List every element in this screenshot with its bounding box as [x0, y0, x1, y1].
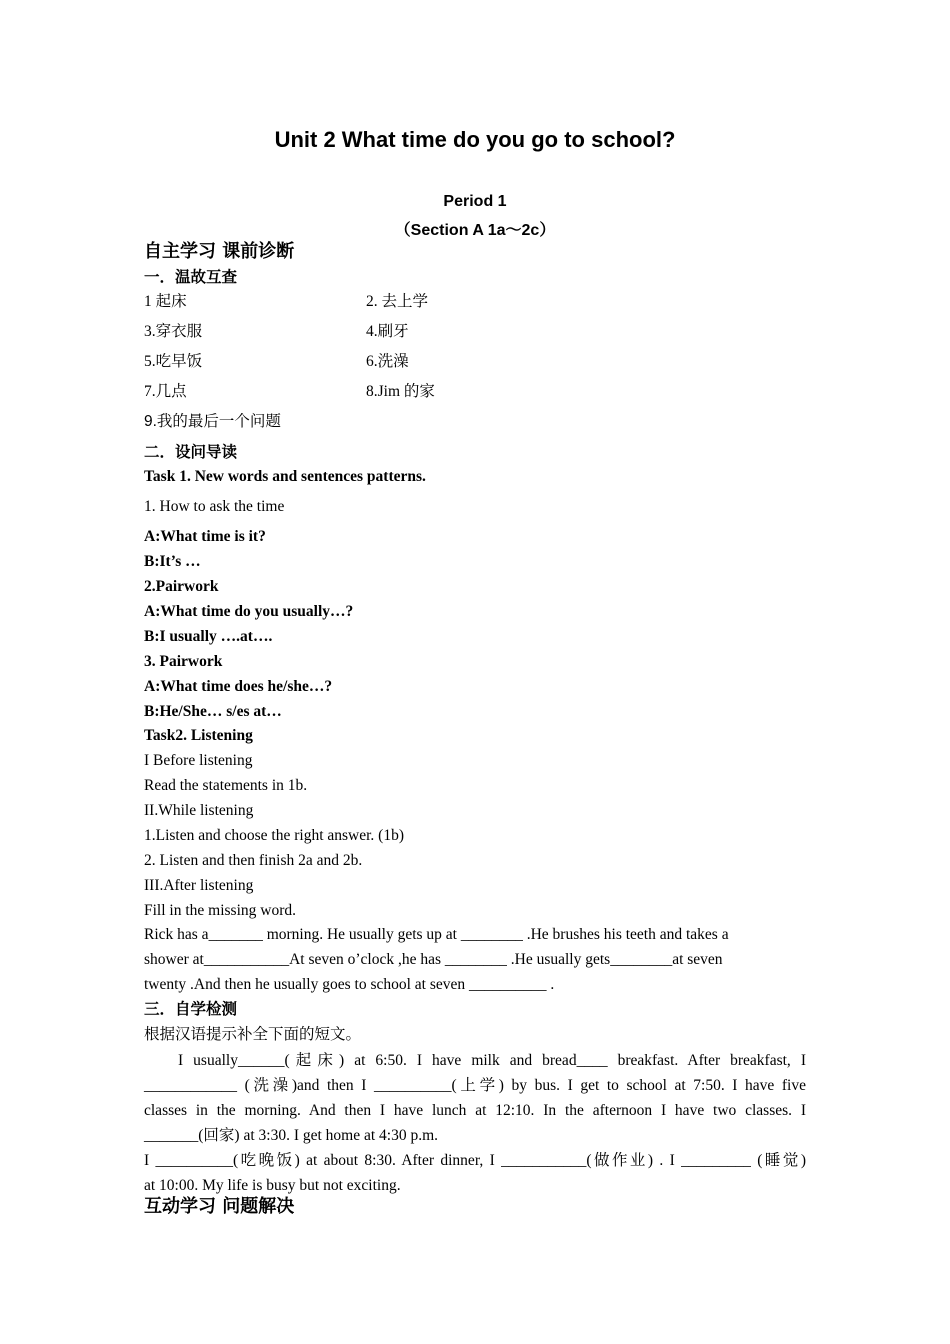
review-item-3: 3.穿衣服 [144, 323, 203, 340]
task1-title [144, 467, 426, 487]
part3-instruction: 根据汉语提示补全下面的短文。 [144, 1026, 362, 1043]
listen-step-1: 1.Listen and choose the right answer. (1b) [144, 827, 404, 844]
self-study-heading: 自主学习 课前诊断 [144, 241, 295, 262]
passage-line-4: _______(回家) at 3:30. I get home at 4:30 p.m. [144, 1127, 439, 1144]
dialogue-b3: B:He/She… s/es at… [144, 703, 282, 720]
review-item-6: 6.洗澡 [366, 353, 409, 370]
dialogue-a2: A:What time do you usually…? [144, 603, 354, 620]
fill-instruction: Fill in the missing word. [144, 902, 296, 919]
review-item-1: 1 起床 [144, 293, 187, 310]
interactive-heading: 互动学习 问题解决 [144, 1196, 295, 1217]
before-listening: I Before listening [144, 752, 253, 769]
passage-line-1: I usually______(起床) at 6:50. I have milk and bread____ breakfast. After breakfast, I [178, 1052, 806, 1069]
while-listening: II.While listening [144, 802, 254, 819]
review-item-5: 5.吃早饭 [144, 353, 203, 370]
pairwork-3: 3. Pairwork [144, 653, 223, 670]
task1-title-text: . New words and sentences patterns. [186, 468, 426, 485]
rick-text-line-3: twenty .And then he usually goes to school at seven __________ . [144, 976, 555, 993]
read-statements: Read the statements in 1b. [144, 777, 308, 794]
rick-text-line-1: Rick has a_______ morning. He usually gets up at ________ .He brushes his teeth and takes a [144, 926, 729, 943]
review-item-4: 4.刷牙 [366, 323, 409, 340]
part1-heading: 一．温故互查 [144, 268, 238, 286]
dialogue-a1: A:What time is it? [144, 528, 266, 545]
passage-line-2: ____________ (洗澡)and then I __________(上学) by bus. I get to school at 7:50. I have five [144, 1077, 806, 1094]
review-item-7: 7.几点 [144, 383, 187, 400]
review-item-2: 2. 去上学 [366, 293, 429, 310]
task2-title: Task2. Listening [144, 727, 253, 744]
review-item-8: 8.Jim 的家 [366, 383, 435, 400]
page-title: Unit 2 What time do you go to school? [274, 127, 676, 152]
dialogue-b2: B:I usually ….at…. [144, 628, 273, 645]
period-label: Period 1 [443, 193, 507, 210]
task1-title-label: Task 1 [144, 468, 187, 485]
section-label: （Section A 1a～2c） [394, 222, 556, 239]
passage-line-3: classes in the morning. And then I have lunch at 12:10. In the afternoon I have two classes. I [144, 1102, 806, 1119]
part2-heading: 二．设问导读 [144, 443, 238, 461]
question-1: 1. How to ask the time [144, 498, 285, 515]
listen-step-2: 2. Listen and then finish 2a and 2b. [144, 852, 363, 869]
review-item-9: 9.我的最后一个问题 [144, 413, 281, 430]
after-listening: III.After listening [144, 877, 254, 894]
pairwork-2: 2.Pairwork [144, 578, 219, 595]
passage-line-6: at 10:00. My life is busy but not exciting. [144, 1177, 401, 1194]
passage-line-5: I __________(吃晚饭) at about 8:30. After dinner, I ___________(做作业) . I _________ (睡觉) [144, 1152, 806, 1169]
rick-text-line-2: shower at___________At seven o’clock ,he has ________ .He usually gets________at seven [144, 951, 723, 968]
part3-heading: 三．自学检测 [144, 1000, 238, 1018]
dialogue-a3: A:What time does he/she…? [144, 678, 333, 695]
dialogue-b1: B:It’s … [144, 553, 201, 570]
